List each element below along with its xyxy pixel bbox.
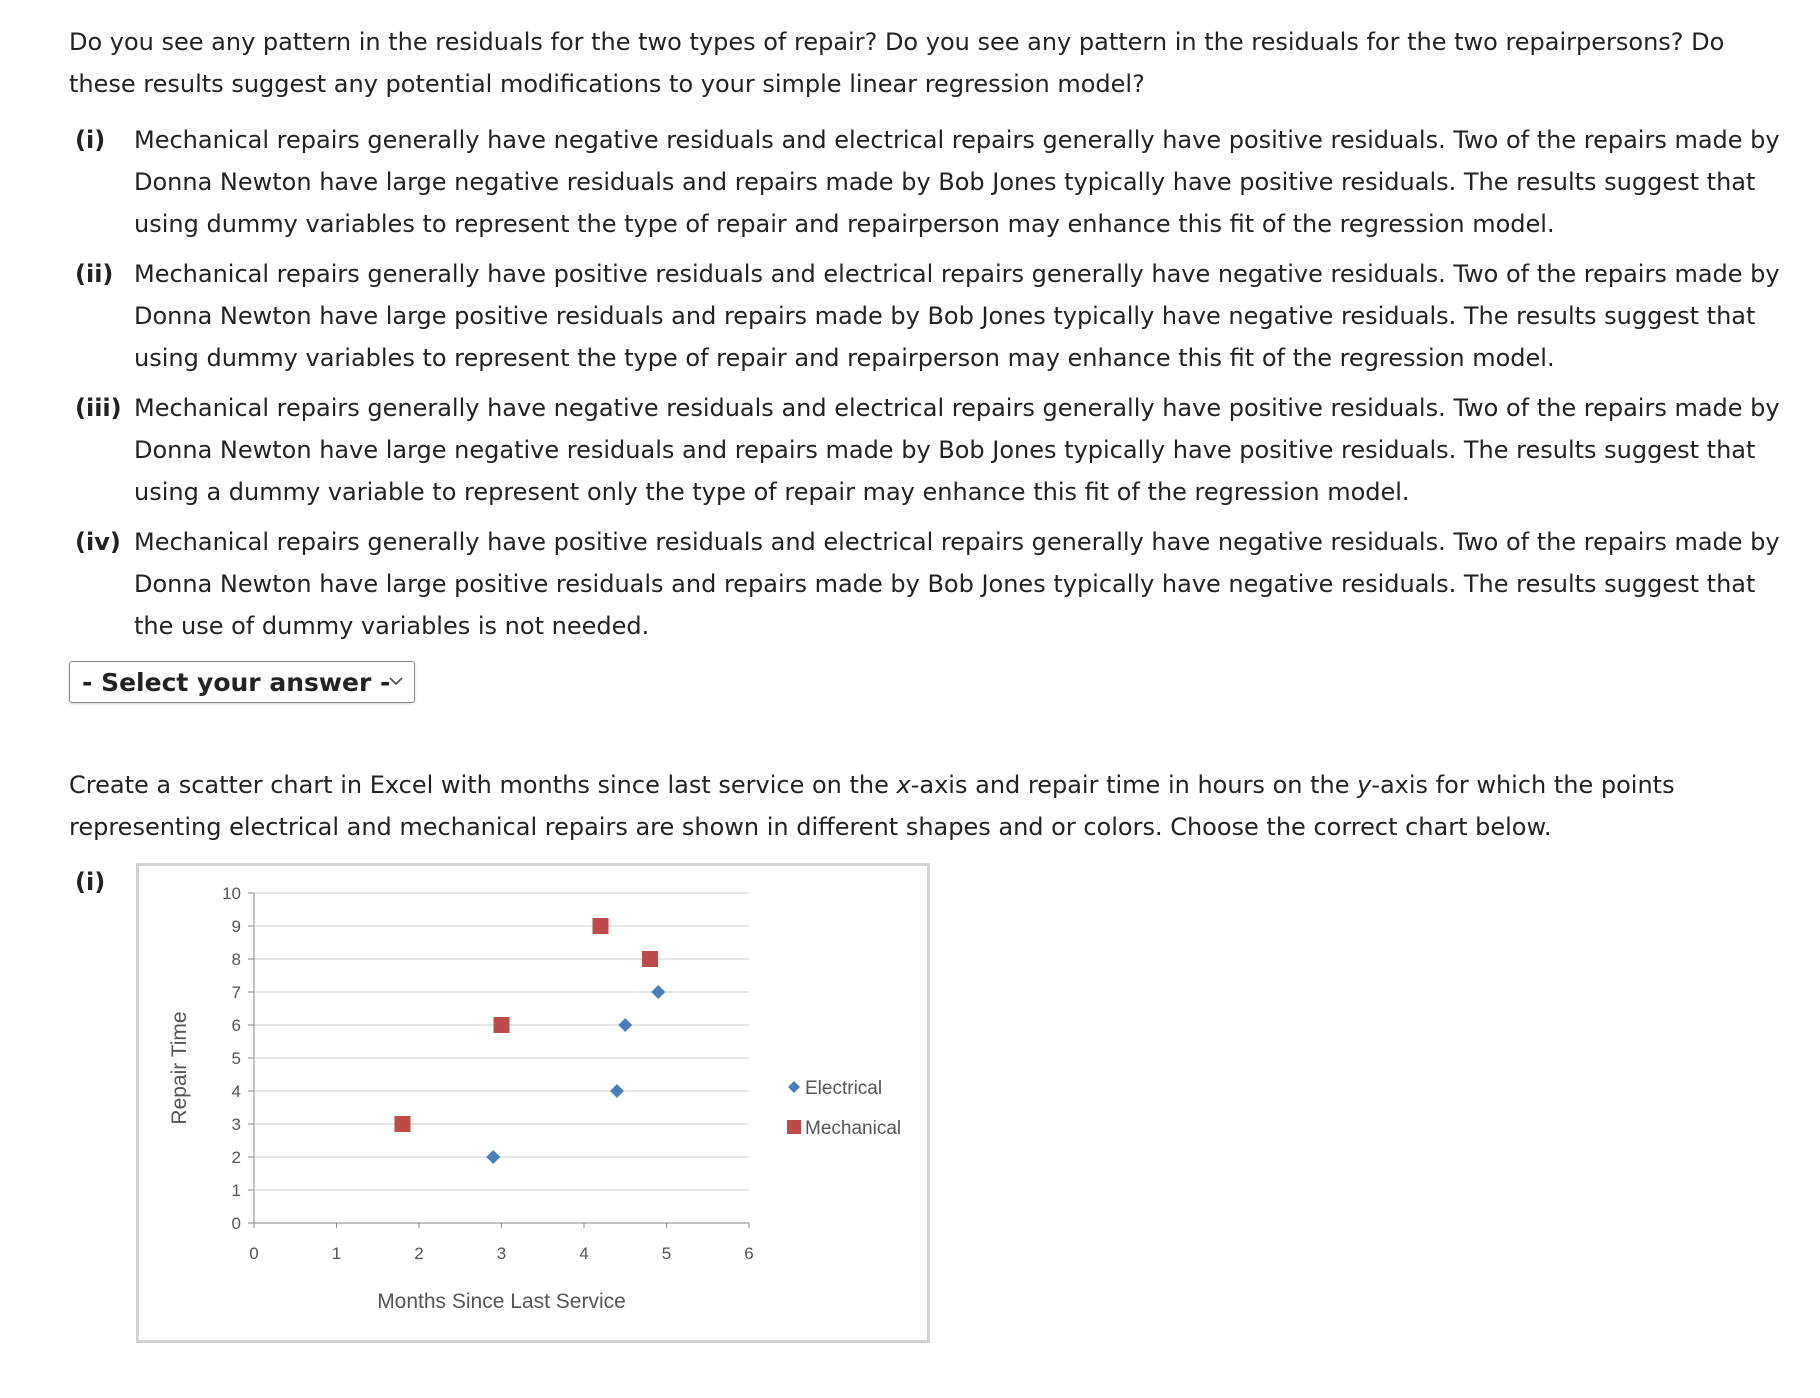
question-residual-pattern: Do you see any pattern in the residuals for the two types of repair? Do you see any pattern in the residuals for the two repairpersons? Do these results suggest any potential modifications to your simple linear regression model?	[69, 28, 1725, 98]
option-text: Mechanical repairs generally have negative residuals and electrical repairs generally have positive residuals. Two of the repairs made by Donna Newton have large negative residuals and repairs made by Bob Jones typically have positive residuals. The results suggest that using a dummy variable to represent only the type of repair may enhance this fit of the regression model.	[134, 394, 1780, 506]
mechanical-point	[593, 918, 609, 934]
legend-label-mechanical: Mechanical	[805, 1118, 902, 1139]
scatter-chart	[136, 863, 930, 1343]
x-tick-label: 3	[496, 1244, 507, 1263]
question-text-post: -axis for which the points representing electrical and mechanical repairs are shown in different shapes and or colors. Choose the correct chart below.	[69, 771, 1675, 841]
chart-option-label: (i)	[75, 868, 106, 896]
x-tick-label: 2	[414, 1244, 424, 1263]
chevron-down-icon	[386, 671, 406, 691]
electrical-point	[610, 1084, 624, 1098]
y-tick-label: 2	[231, 1148, 241, 1167]
select-label: - Select your answer -	[82, 667, 391, 697]
y-variable: y	[1357, 771, 1372, 799]
x-tick-label: 1	[331, 1244, 342, 1263]
answer-option-i	[75, 119, 1795, 245]
y-tick-label: 0	[231, 1214, 241, 1233]
option-number: (iv)	[75, 528, 121, 556]
x-tick-label: 6	[744, 1244, 754, 1263]
question-text-mid: -axis and repair time in hours on the	[910, 771, 1358, 799]
scatter-chart-svg	[139, 866, 927, 1340]
option-text: Mechanical repairs generally have negative residuals and electrical repairs generally have positive residuals. Two of the repairs made by Donna Newton have large negative residuals and repairs made by Bob Jones typically have positive residuals. The results suggest that using dummy variables to represent the type of repair and repairperson may enhance this fit of the regression model.	[134, 126, 1780, 238]
legend-marker-mechanical	[787, 1120, 801, 1134]
answer-option-iii	[75, 387, 1795, 513]
legend-marker-electrical	[788, 1081, 800, 1093]
x-axis-title: Months Since Last Service	[377, 1290, 626, 1313]
y-tick-label: 8	[231, 950, 241, 969]
answer-option-iv	[75, 521, 1795, 647]
y-tick-label: 9	[231, 917, 241, 936]
legend-label-electrical: Electrical	[805, 1078, 883, 1099]
question-scatter-chart	[69, 764, 1769, 848]
electrical-point	[486, 1150, 500, 1164]
mechanical-point	[395, 1116, 411, 1132]
y-tick-label: 4	[231, 1082, 241, 1101]
x-tick-label: 5	[661, 1244, 672, 1263]
y-tick-label: 10	[222, 884, 241, 903]
electrical-point	[651, 985, 665, 999]
option-number: (ii)	[75, 260, 114, 288]
answer-select-dropdown[interactable]	[69, 661, 415, 703]
electrical-point	[618, 1018, 632, 1032]
option-number: (i)	[75, 126, 106, 154]
x-variable: x	[896, 771, 911, 799]
mechanical-point	[642, 951, 658, 967]
option-number: (iii)	[75, 394, 122, 422]
mechanical-point	[494, 1017, 510, 1033]
question-text-pre: Create a scatter chart in Excel with months since last service on the	[69, 771, 897, 799]
y-axis-title: Repair Time	[168, 1011, 191, 1125]
y-tick-label: 3	[231, 1115, 241, 1134]
option-text: Mechanical repairs generally have positive residuals and electrical repairs generally have negative residuals. Two of the repairs made by Donna Newton have large positive residuals and repairs made by Bob Jones typically have negative residuals. The results suggest that the use of dummy variables is not needed.	[134, 528, 1780, 640]
y-tick-label: 1	[231, 1181, 241, 1200]
answer-option-ii	[75, 253, 1795, 379]
y-tick-label: 7	[231, 983, 241, 1002]
y-tick-label: 5	[231, 1049, 241, 1068]
x-tick-label: 0	[249, 1244, 259, 1263]
x-tick-label: 4	[579, 1244, 589, 1263]
option-text: Mechanical repairs generally have positive residuals and electrical repairs generally have negative residuals. Two of the repairs made by Donna Newton have large positive residuals and repairs made by Bob Jones typically have negative residuals. The results suggest that using dummy variables to represent the type of repair and repairperson may enhance this fit of the regression model.	[134, 260, 1780, 372]
y-tick-label: 6	[231, 1016, 241, 1035]
